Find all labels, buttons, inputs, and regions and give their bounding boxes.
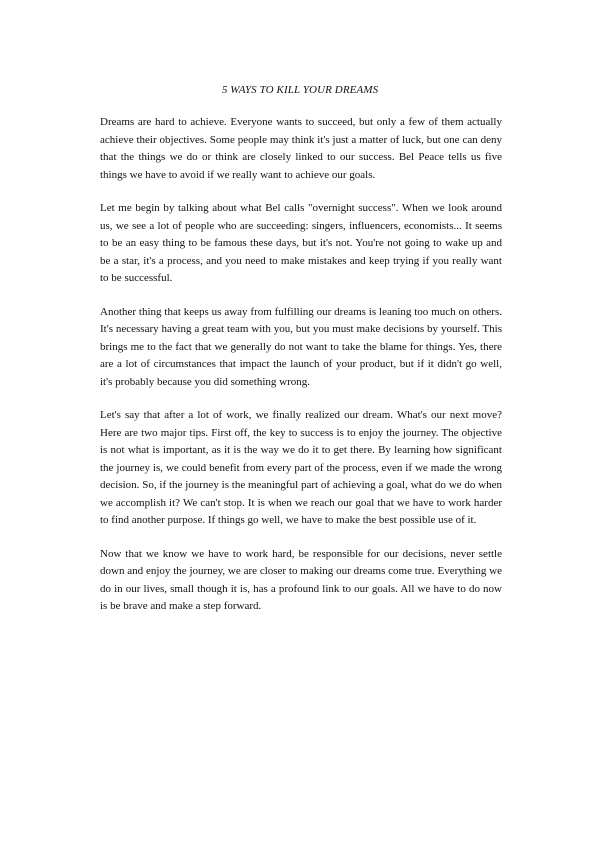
- paragraph-conclusion: Now that we know we have to work hard, be responsible for our decisions, never settle down and enjoy the journey, we are closer to making our dreams come true. Everything we do in our lives, small though it is, has a profound link to our goals. All we have to do now is be brave and make a step forward.: [100, 547, 502, 612]
- paragraph-leaning-on-others: Another thing that keeps us away from fulfilling our dreams is leaning too much on others. It's necessary having a great team with you, but you must make decisions by yourself. This brings me to the fact that we generally do not want to take the blame for things. Yes, there are a lot of circumstances that impact the launch of your product, but if it didn't go well, it's probably because you did something wrong.: [100, 305, 502, 388]
- paragraph-intro: Dreams are hard to achieve. Everyone wants to succeed, but only a few of them actually achieve their objectives. Some people may think it's just a matter of luck, but one can deny that the things we do or think are closely linked to our success. Bel Peace tells us five things we have to avoid if we really want to achieve our goals.: [100, 116, 502, 181]
- document-title: 5 WAYS TO KILL YOUR DREAMS: [221, 84, 379, 96]
- paragraph-next-move: Let's say that after a lot of work, we finally realized our dream. What's our next move? Here are two major tips. First off, the key to success is to enjoy the journey. The objective is not what is important, as it is the way we do it to get there. By learning how significant the journey is, we could benefit from every part of the process, even if we made the wrong decision. So, if the journey is the meaningful part of achieving a goal, what do we do when we accomplish it? We can't stop. It is when we reach our goal that we have to work harder to find another purpose. If things go well, we have to make the best possible use of it.: [100, 409, 502, 526]
- document-body: [100, 114, 502, 632]
- paragraph-overnight-success: Let me begin by talking about what Bel calls "overnight success". When we look around us, we see a lot of people who are succeeding: singers, influencers, economists... It seems to be an easy thing to be famous these days, but it's not. You're not going to wake up and be a star, it's a process, and you need to make mistakes and keep trying if you really want to be successful.: [100, 202, 502, 284]
